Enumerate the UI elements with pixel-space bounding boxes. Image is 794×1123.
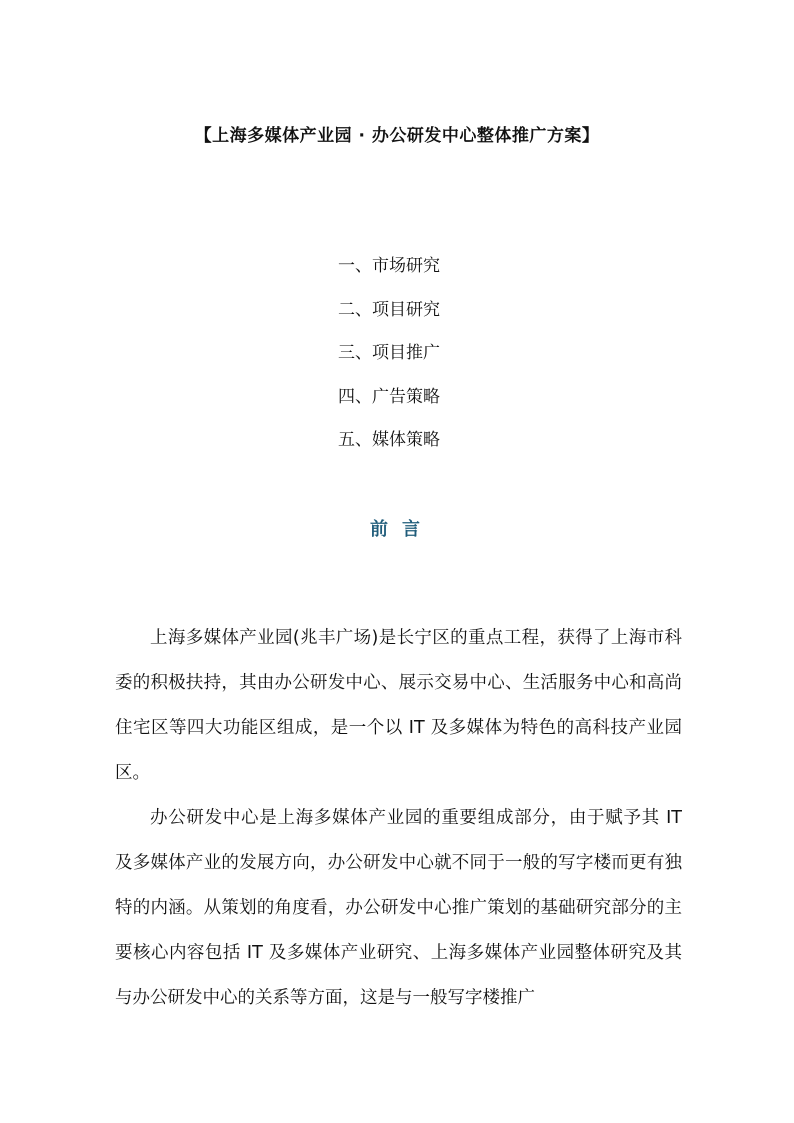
toc-item-media-strategy: 五、媒体策略 — [338, 430, 440, 450]
preface-heading: 前言 — [370, 519, 434, 540]
toc-item-advertising-strategy: 四、广告策略 — [338, 386, 440, 407]
toc-item-market-research: 一、市场研究 — [338, 256, 440, 276]
document-title: 【上海多媒体产业园 · 办公研发中心整体推广方案】 — [194, 126, 600, 146]
toc-item-project-promotion: 三、项目推广 — [338, 343, 440, 363]
preface-paragraph-1: 上海多媒体产业园(兆丰广场)是长宁区的重点工程，获得了上海市科委的积极扶持，其由办公研发中心、展示交易中心、生活服务中心和高尚住宅区等四大功能区组成，是一个以 IT 及多媒体为特色的高科技产业园区。 — [115, 628, 682, 783]
toc-item-project-research: 二、项目研究 — [338, 299, 440, 320]
preface-body — [115, 616, 682, 1021]
preface-paragraph-2: 办公研发中心是上海多媒体产业园的重要组成部分，由于赋予其 IT 及多媒体产业的发展方向，办公研发中心就不同于一般的写字楼而更有独特的内涵。从策划的角度看，办公研发中心推广策划的基础研究部分的主要核心内容包括 IT 及多媒体产业研究、上海多媒体产业园整体研究及其与办公研发中心的关系等方面，这是与一般写字楼推广 — [115, 808, 682, 1008]
table-of-contents — [338, 253, 440, 471]
